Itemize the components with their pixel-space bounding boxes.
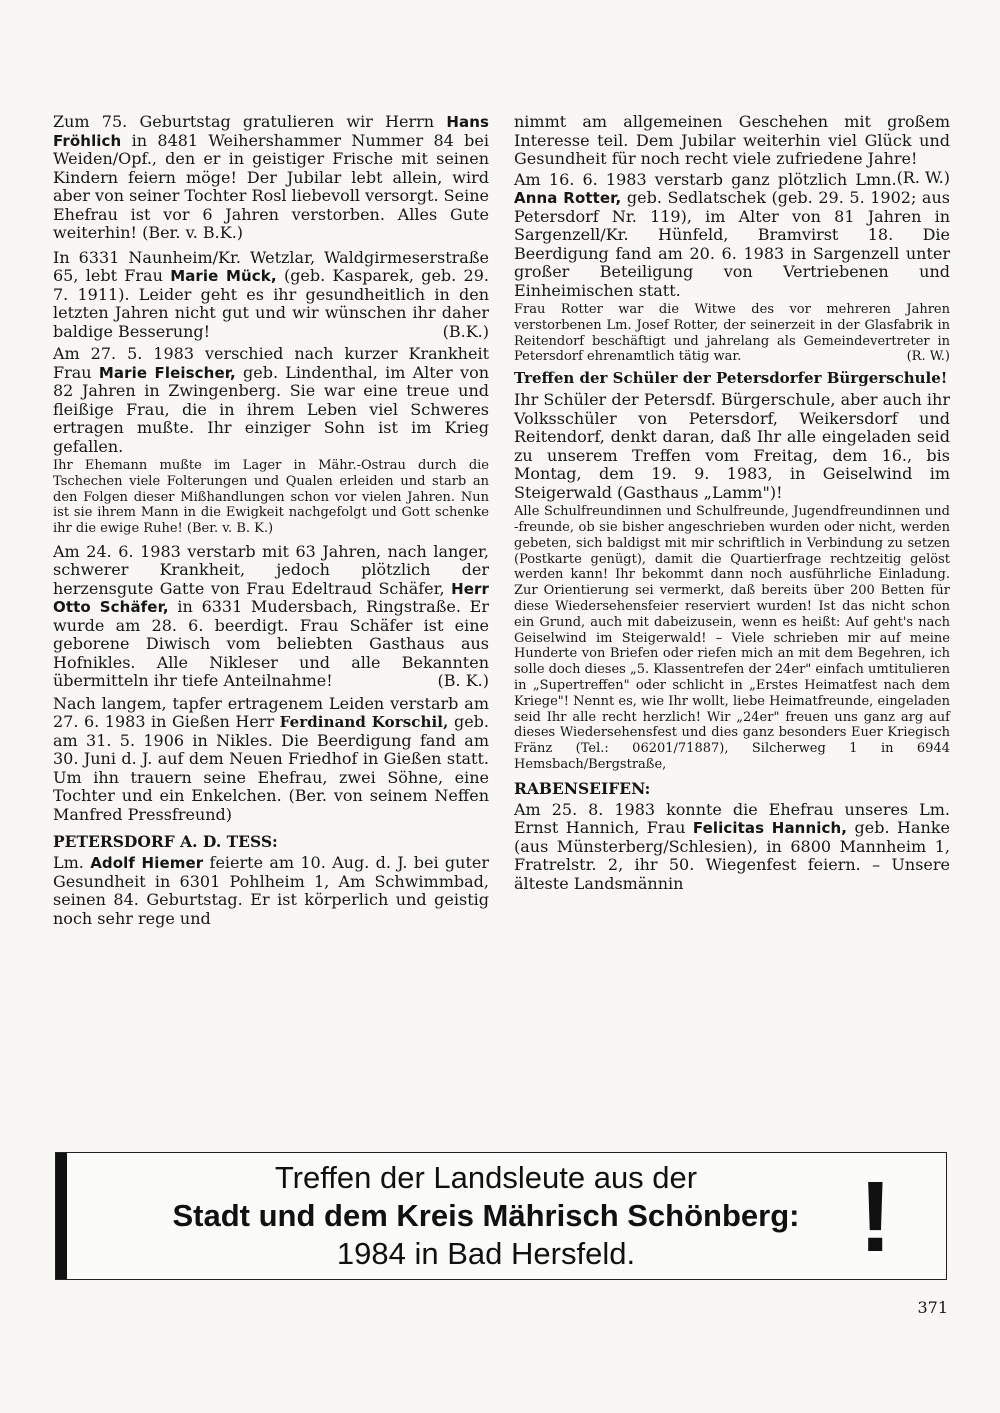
signature: (R. W.) bbox=[896, 167, 950, 187]
signature: (B.K.) bbox=[442, 321, 489, 341]
person-name: Felicitas Hannich, bbox=[692, 819, 848, 838]
banner-line-2: Stadt und dem Kreis Mährisch Schönberg: bbox=[172, 1198, 800, 1233]
person-name: Hans Fröhlich bbox=[53, 113, 489, 150]
article-mück: In 6331 Naunheim/Kr. Wetzlar, Waldgirmeserstraße 65, lebt Frau Marie Mück, (geb. Kasparek, geb. 29. 7. 1911). Leider geht es ihr gesundheitlich in den letzten Jahren nicht gut und wir wünschen ihr daher baldige Besserung! (B.K.) bbox=[53, 247, 489, 341]
article-rotter: Am 16. 6. 1983 verstarb ganz plötzlich Lmn. Anna Rotter, geb. Sedlatschek (geb. 29. 5. 1902; aus Petersdorf Nr. 119), im Alter von 81 Jahren in Sargenzell/Kr. Hünfeld, Bramvirst 18. Die Beerdigung fand am 20. 6. 1983 in Sargenzell unter großer Beteiligung von Vertriebenen und Einheimischen statt. bbox=[514, 169, 950, 300]
left-column bbox=[53, 113, 489, 930]
signature: (B. K.) bbox=[437, 671, 489, 691]
banner-line-3: 1984 in Bad Hersfeld. bbox=[336, 1236, 636, 1271]
section-heading-schüler: Treffen der Schüler der Petersdorfer Bürgerschule! bbox=[514, 369, 948, 388]
article-fleischer: Am 27. 5. 1983 verschied nach kurzer Krankheit Frau Marie Fleischer, geb. Lindenthal, im Alter von 82 Jahren in Zwingenberg. Sie war eine treue und fleißige Frau, die in ihrem Leben viel Schweres ertragen mußte. Ihr einziger Sohn ist im Krieg gefallen. bbox=[53, 344, 490, 456]
person-name: Marie Fleischer, bbox=[98, 363, 236, 382]
banner-side-bar bbox=[56, 1153, 67, 1279]
banner-line-1: Treffen der Landsleute aus der bbox=[274, 1160, 698, 1195]
article-treffen: Ihr Schüler der Petersdf. Bürgerschule, aber auch ihr Volksschüler von Petersdorf, Weikersdorf und Reitendorf, denkt daran, daß Ihr alle eingeladen seid zu unserem Treffen vom Freitag, dem 16., bis Montag, dem 19. 9. 1983, in Geiselwind im Steigerwald (Gasthaus „Lamm")! bbox=[514, 390, 950, 502]
section-heading-petersdorf: PETERSDORF A. D. TESS: bbox=[53, 832, 278, 852]
section-heading-rabenseifen: RABENSEIFEN: bbox=[514, 778, 651, 798]
right-column bbox=[514, 113, 950, 895]
signature: (R. W.) bbox=[906, 349, 950, 365]
person-name: Herr Otto Schäfer, bbox=[53, 579, 489, 617]
person-name: Marie Mück, bbox=[170, 267, 277, 285]
article-schäfer: Am 24. 6. 1983 verstarb mit 63 Jahren, nach langer, schwerer Krankheit, jedoch plötzlich der herzensgute Gatte von Frau Edeltraud Schäfer, Herr Otto Schäfer, in 6331 Mudersbach, Ringstraße. Er wurde am 28. 6. beerdigt. Frau Schäfer ist eine geborene Diwisch vom beliebten Gasthaus aus Hofnikles. Alle Nikleser und alle Bekannten übermitteln ihr tiefe Anteilnahme! (B. K.) bbox=[53, 541, 489, 691]
page-number: 371 bbox=[917, 1298, 948, 1317]
article-hannich: Am 25. 8. 1983 konnte die Ehefrau unseres Lm. Ernst Hannich, Frau Felicitas Hannich, geb. Hanke (aus Münsterberg/Schlesien), in 6800 Mannheim 1, Fratrelstr. 2, ihr 50. Wiegenfest feiern. – Unsere älteste Landsmännin bbox=[514, 799, 950, 893]
article-treffen-details: Alle Schulfreundinnen und Schulfreunde, Jugendfreundinnen und -freunde, ob sie bisher angeschrieben wurden oder nicht, werden gebeten, sich baldigst mit mir schriftlich in Verbindung zu setzen (Postkarte genügt), damit die Quartierfrage rechtzeitig gelöst werden kann! Ihr bekommt dann noch ausführliche Einladung. Zur Orientierung sei vermerkt, daß bereits über 200 Betten für diese Wiedersehensfeier reserviert wurden! Ist das nicht schon ein Grund, auch mit dabeizusein, wenn es heißt: Auf geht's nach Geiselwind im Steigerwald! – Viele schrieben mir auf meine Hunderte von Briefen oder riefen mich an mit dem Begehren, ich solle doch dieses „5. Klassentrefen der 24er" einfach umtitulieren in „Supertreffen" oder schlicht in „Erstes Heimatfest nach dem Kriege"! Nennt es, wie Ihr wollt, liebe Heimatfreunde, eingeladen seid Ihr alle recht herzlich! Wir „24er" freuen uns ganz arg auf dieses Wiedersehensfest und dies ganz besonders Euer Kriegisch Fränz (Tel.: 06201/71887), Silcherweg 1 in 6944 Hemsbach/Bergstraße, bbox=[514, 504, 950, 772]
article-korschil: Nach langem, tapfer ertragenem Leiden verstarb am 27. 6. 1983 in Gießen Herr Ferdinand Korschil, geb. am 31. 5. 1906 in Nikles. Die Beerdigung fand am 30. Juni d. J. auf dem Neuen Friedhof in Gießen statt. Um ihn trauern seine Ehefrau, zwei Söhne, eine Tochter und ein Enkelchen. (Ber. von seinem Neffen Manfred Pressfreund) bbox=[53, 693, 489, 824]
person-name: Ferdinand Korschil, bbox=[279, 713, 449, 732]
banner-text bbox=[116, 1153, 856, 1279]
person-name: Anna Rotter, bbox=[514, 189, 622, 207]
article-hiemer: Lm. Adolf Hiemer feierte am 10. Aug. d. J. bei guter Gesundheit in 6301 Pohlheim 1, Am Schwimmbad, seinen 84. Geburtstag. Er ist körperlich und geistig noch sehr rege und bbox=[53, 853, 490, 928]
article-rotter-note: Frau Rotter war die Witwe des vor mehreren Jahren verstorbenen Lm. Josef Rotter, der seinerzeit in der Glasfabrik in Reitendorf beschäftigt und jahrelang als Gemeindevertreter in Petersdorf ehrenamtlich tätig war. (R. W.) bbox=[514, 302, 950, 365]
announcement-banner bbox=[55, 1152, 947, 1280]
person-name: Adolf Hiemer bbox=[90, 854, 204, 873]
article-fleischer-note: Ihr Ehemann mußte im Lager in Mähr.-Ostrau durch die Tschechen viele Folterungen und Qualen erleiden und starb an den Folgen dieser Mißhandlungen schon vor vielen Jahren. Nun ist sie ihrem Mann in die Ewigkeit nachgefolgt und Gott schenke ihr die ewige Ruhe! (Ber. v. B. K.) bbox=[53, 458, 489, 537]
article-hiemer-continued: nimmt am allgemeinen Geschehen mit großem Interesse teil. Dem Jubilar weiterhin viel Glück und Gesundheit für noch recht viele zufriedene Jahre! (R. W.) bbox=[514, 112, 950, 187]
article-fröhlich: Zum 75. Geburtstag gratulieren wir Herrn Hans Fröhlich in 8481 Weihershammer Nummer 84 bei Weiden/Opf., den er in geistiger Frische mit seinen Kindern feiern möge! Der Jubilar lebt allein, wird aber von seiner Tochter Rosl liebevoll versorgt. Seine Ehefrau ist vor 6 Jahren verstorben. Alles Gute weiterhin! (Ber. v. B.K.) bbox=[53, 112, 489, 242]
exclamation-mark: ! bbox=[858, 1161, 892, 1273]
